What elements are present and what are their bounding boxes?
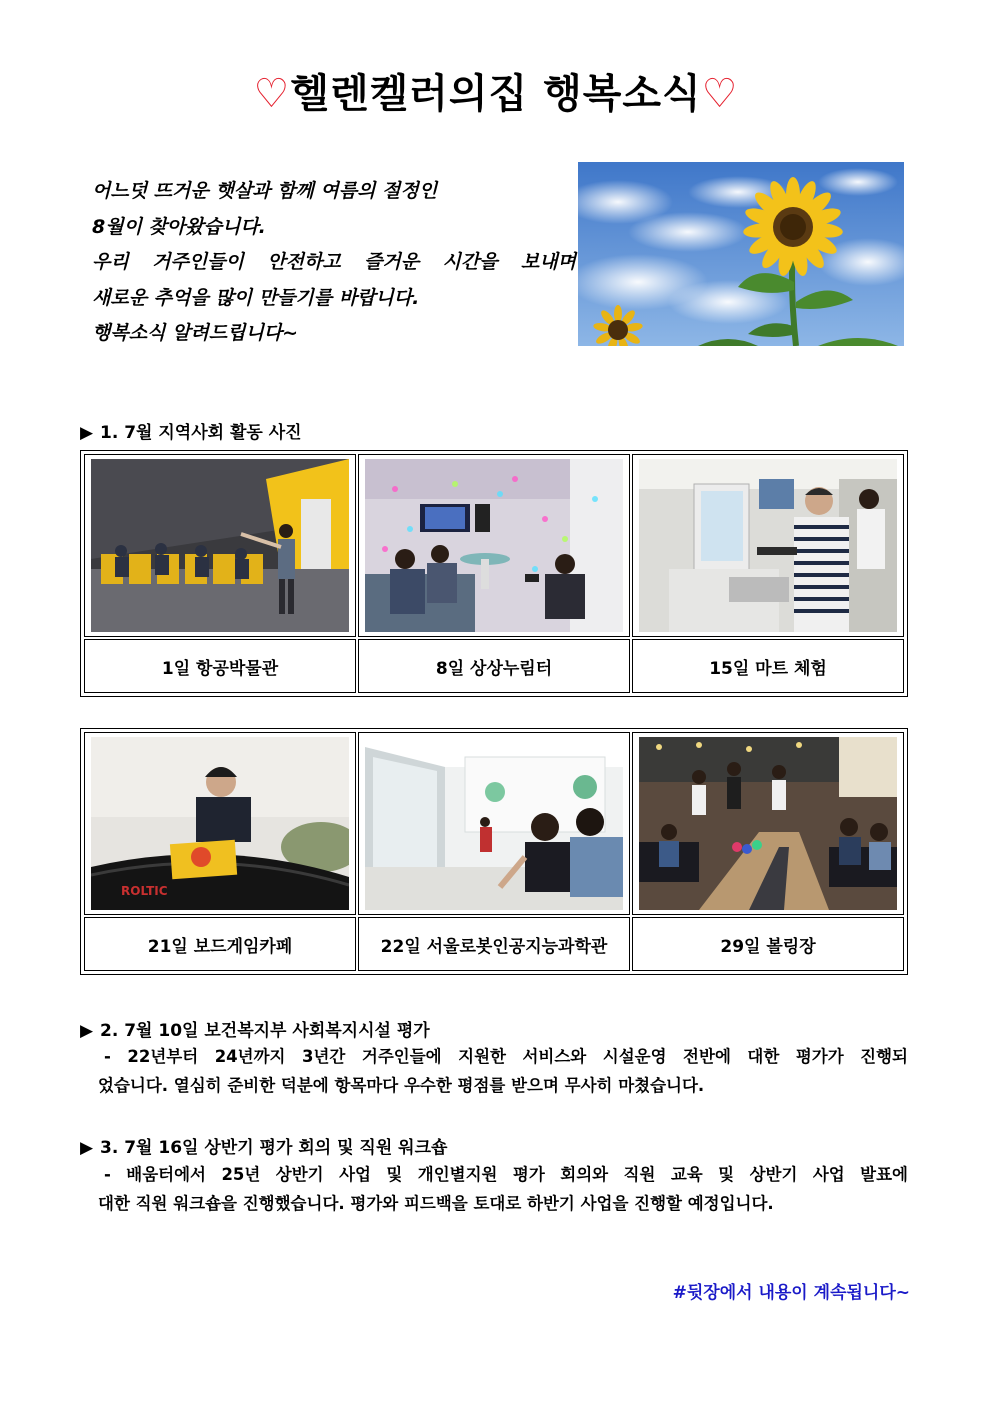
section-2-body-line: 었습니다. 열심히 준비한 덕분에 항목마다 우수한 평점를 받으며 무사히 마쳤습니다. (98, 1076, 705, 1095)
section-3-body-line: 대한 직원 워크숍을 진행했습니다. 평가와 피드백을 토대로 하반기 사업을 진행할 예정입니다. (98, 1194, 774, 1213)
section-2-heading (80, 1016, 430, 1041)
photo-caption: 22일 서울로봇인공지능과학관 (358, 917, 630, 971)
section-2-body (98, 1042, 908, 1100)
page-title (0, 62, 992, 119)
photo-cell (358, 732, 630, 915)
section-3-heading (80, 1133, 447, 1158)
photo-cell (84, 454, 356, 637)
section-3-body (98, 1160, 908, 1218)
bowling-alley-photo (639, 737, 897, 910)
triangle-bullet-icon: ▶ (80, 1021, 94, 1041)
intro-line: 우리 거주인들이 안전하고 즐거운 시간을 보내며 (92, 251, 576, 273)
board-game-cafe-photo (91, 737, 349, 910)
section-3-body-line: - 배움터에서 25년 상반기 사업 및 개인별지원 평가 회의와 직원 교육 및 상반기 사업 발표에 (104, 1165, 908, 1184)
robot-ai-science-museum-photo (365, 737, 623, 910)
section-2-heading-text: 2. 7월 10일 보건복지부 사회복지시설 평가 (100, 1021, 430, 1041)
continued-note: #뒷장에서 내용이 계속됩니다~ (672, 1283, 910, 1303)
photo-cell (632, 454, 904, 637)
photo-table-row2 (80, 728, 908, 975)
page-title-text: 헬렌켈러의집 행복소식 (290, 71, 702, 117)
intro-message (92, 174, 576, 352)
imagination-room-photo (365, 459, 623, 632)
intro-line: 8월이 찾아왔습니다. (92, 215, 266, 238)
photo-caption: 29일 볼링장 (632, 917, 904, 971)
intro-line: 행복소식 알려드립니다~ (92, 322, 299, 344)
triangle-bullet-icon: ▶ (80, 423, 94, 443)
heart-left-icon: ♡ (253, 71, 291, 117)
photo-caption: 8일 상상누림터 (358, 639, 630, 693)
heart-right-icon: ♡ (701, 71, 739, 117)
photo-caption: 21일 보드게임카페 (84, 917, 356, 971)
section-1-heading (80, 418, 302, 443)
intro-line: 새로운 추억을 많이 만들기를 바랍니다. (92, 286, 420, 309)
triangle-bullet-icon: ▶ (80, 1138, 94, 1158)
section-1-heading-text: 1. 7월 지역사회 활동 사진 (100, 423, 302, 443)
aviation-museum-photo (91, 459, 349, 632)
sunflower-photo (578, 162, 904, 346)
photo-caption: 1일 항공박물관 (84, 639, 356, 693)
board-game-table-sign: ROLTIC (121, 884, 168, 898)
section-3-heading-text: 3. 7월 16일 상반기 평가 회의 및 직원 워크숍 (100, 1138, 448, 1158)
mart-experience-photo (639, 459, 897, 632)
photo-cell (632, 732, 904, 915)
section-2-body-line: - 22년부터 24년까지 3년간 거주인들에 지원한 서비스와 시설운영 전반에 대한 평가가 진행되 (104, 1047, 908, 1066)
photo-cell (358, 454, 630, 637)
photo-cell (84, 732, 356, 915)
intro-line: 어느덧 뜨거운 햇살과 함께 여름의 절정인 (92, 180, 438, 202)
photo-table-row1 (80, 450, 908, 697)
photo-caption: 15일 마트 체험 (632, 639, 904, 693)
